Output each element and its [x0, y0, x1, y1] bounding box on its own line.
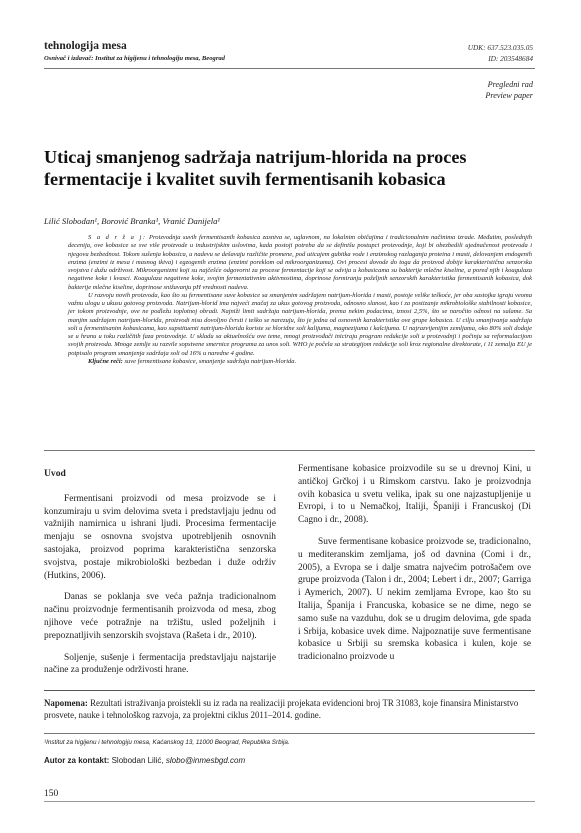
footer-divider	[44, 801, 535, 802]
body-paragraph: Danas se poklanja sve veća pažnja tradicionalnom načinu proizvodnje fermentisanih proizvoda od mesa, zbog njihove veće potražnje na tržištu, usled poželjnih i prepoznatljivih senzorskih svojstava (Rašeta i dr., 2010).	[44, 592, 276, 641]
abstract-text-1: Proizvodnja suvih fermentisanih kobasica zasniva se, uglavnom, na lokalnim običajima i tradicionalnim načinima izrade. Međutim, poslednjih decenija, ove kobasice se sve više proizvode u industrijskim uslovima, kada postoji potreba da se definišu postupci proizvodnje, koji bi obezbedili ujednačenost proizvoda i njegovu bezbednost. Tokom sušenja kobasica, u nadevu se dešavaju različite promene, pod uticajem gubitka vode i enzimskog razlaganja proteina i masti, delovanjem endogenih enzima (enzimi iz mesa i masnog tkiva) i egzogenih enzima (enzimi poreklom od mikroorganizama). Ovi procesi dovode do toga da proizvod dobije karakteristična senzorska svojstva i dužu održivost. Mikroorganizmi koji su najčešće odgovorni za procese fermentacije koji se odvija u kobasicama su bakterije mlečne kiseline, a pored njih i koagulaza negativne koke i kvasci. Koagulaza negativne koke, svojim fermentativnim aktivnostima, doprinose formiranju poželjnih senzorskih karakteristika fermentisanih kobasica, dok bakterije mlečne kiseline, doprinose snižavanju pH vrednosti nadeva.	[68, 234, 532, 291]
body-paragraph: Fermentisani proizvodi od mesa proizvode se i konzumiraju u svim delovima sveta i predstavljaju jednu od važnijih namirnica u ishrani ljudi. Procesima fermentacije menjaju se osnovna svojstva upotrebljenih osnovnih sastojaka, proizvod poprima karakteristična senzorska svojstva, postaje mikrobiološki bezbedan i duže održiv (Hutkins, 2006).	[44, 493, 276, 581]
body-paragraph: Fermentisane kobasice proizvodile su se u drevnoj Kini, u antičkoj Grčkoj i u Rimskom carstvu. Iako je proizvodnja ovih kobasica u svetu velika, ipak su one najzastupljenije u Evropi, i to u Nemačkoj, Italiji, Španiji i Francuskoj (Di Cagno i dr., 2008).	[298, 464, 531, 526]
contact-label: Autor za kontakt:	[44, 756, 110, 765]
abstract	[68, 234, 532, 366]
keywords	[68, 358, 532, 366]
publisher-line: Osnivač i izdavač: Institut za higijenu i tehnologiju mesa, Beograd	[44, 55, 225, 62]
paper-type-english: Preview paper	[485, 91, 533, 100]
note-text: Rezultati istraživanja proistekli su iz rada na realizaciji projekata evidencioni broj TR 31083, koje finansira Ministarstvo prosvete, nauke i tehnološkog razvoja, za projektni ciklus 2011–2014. godine.	[44, 698, 519, 720]
body-column-right	[298, 463, 531, 673]
abstract-divider	[44, 450, 535, 451]
section-heading: Uvod	[44, 468, 66, 479]
affiliation-footnote: ¹Institut za higijenu i tehnologiju mesa, Kaćanskog 13, 11000 Beograd, Republika Srbija.	[44, 739, 290, 746]
keywords-text: suve fermentisane kobasice, smanjenje sadržaja natrijum-hlorida.	[124, 357, 297, 365]
paper-type: Pregledni rad	[487, 80, 533, 89]
paper-title: Uticaj smanjenog sadržaja natrijum-hlorida na proces fermentacije i kvalitet suvih fermentisanih kobasica	[44, 147, 467, 189]
journal-name: tehnologija mesa	[44, 40, 127, 52]
footnote-divider	[44, 733, 535, 734]
note-divider	[44, 690, 535, 691]
udk-code: UDK: 637.523.035.05	[467, 43, 533, 52]
author-list: Lilić Slobodan¹, Borović Branka¹, Vranić Danijela¹	[44, 216, 220, 226]
page-number: 150	[44, 789, 59, 799]
body-paragraph: Suve fermentisane kobasice proizvode se, tradicionalno, u mediteranskim zemljama, još od davnina (Comi i dr., 2005), a Evropa se i dalje smatra najvećim potrošačem ove grupe proizvoda (Talon i dr., 2004; Lebert i dr., 2007; Garriga i Aymerich, 2007). U nekim zemljama Evrope, kao što su Italija, Španija i Francuska, kobasice se ne dime, nego se samo suše na vazduhu, dok se u drugim delovima, gde spada i Srbija, kobasice uvek dime. Najpoznatije suve fermentisane kobasice u Srbiji su sremska kobasica i kulen, koje se tradicionalno proizvode u	[298, 536, 531, 663]
id-number: ID: 203548684	[488, 54, 533, 63]
abstract-paragraph-2: U razvoju novih proizvoda, kao što su fermentisane suve kobasice sa smanjenim sadržajem natrijum-hlorida i masti, postoje velike teškoće, jer oba sastojka igraju veoma važnu ulogu u ukusu gotovog proizvoda. Natrijum-hlorid ima najveći značaj za ukus gotovog proizvoda, odnosno slanost, kao i za postizanje mikrobiološke stabilnosti kobasice, jer tokom proizvodnje, ove ne podležu toplotnoj obradi. Najniži limit sadržaja natrijum-hlorida, prema nekim podacima, iznosi 2,5%, što se naročito odnosi na salame. Sa manjim sadržajem natrijum-hlorida, proizvodi nisu dovoljno čvrsti i teško se narezuju, što je jedna od osnovnih karakteristika ove grupe kobasica. U cilju smanjivanja sadržaja soli u fermentisanim kobasicama, kao supstituenti natrijum-hlorida koriste se hloridne soli kalijuma, magnezijuma i kalcijuma. U najrazvijenijim zemljama, oko 80% soli dodaje se u hranu u toku različitih faza proizvodnje. U skladu sa aktuelnošću ove teme, mnogi proizvođači iniciraju program redukcije soli u proizvodnji i počinju sa reformulacijom svojih proizvoda. Mnoge zemlje su razvile sopstvene smernice programa za unos soli. WHO je počela sa strategijom redukcije soli kroz regionalne direktorate, i 11 zemalja EU je potpisalo program smanjenja sadržaja soli od 16% u naredne 4 godine.	[68, 291, 532, 357]
abstract-paragraph-1	[68, 234, 532, 292]
contact-name: Slobodan Lilić,	[111, 756, 164, 765]
body-paragraph: Soljenje, sušenje i fermentacija predstavljaju najstarije načine za produženje održivosti hrane.	[44, 652, 276, 676]
funding-note	[44, 698, 534, 721]
abstract-label: S a d r ž a j:	[88, 234, 147, 241]
note-label: Napomena:	[44, 698, 88, 708]
keywords-label: Ključne reči:	[88, 357, 123, 365]
header-divider	[44, 68, 535, 69]
contact-author	[44, 756, 245, 765]
body-column-left	[44, 468, 276, 686]
contact-email-link[interactable]: slobo@inmesbgd.com	[165, 756, 246, 765]
